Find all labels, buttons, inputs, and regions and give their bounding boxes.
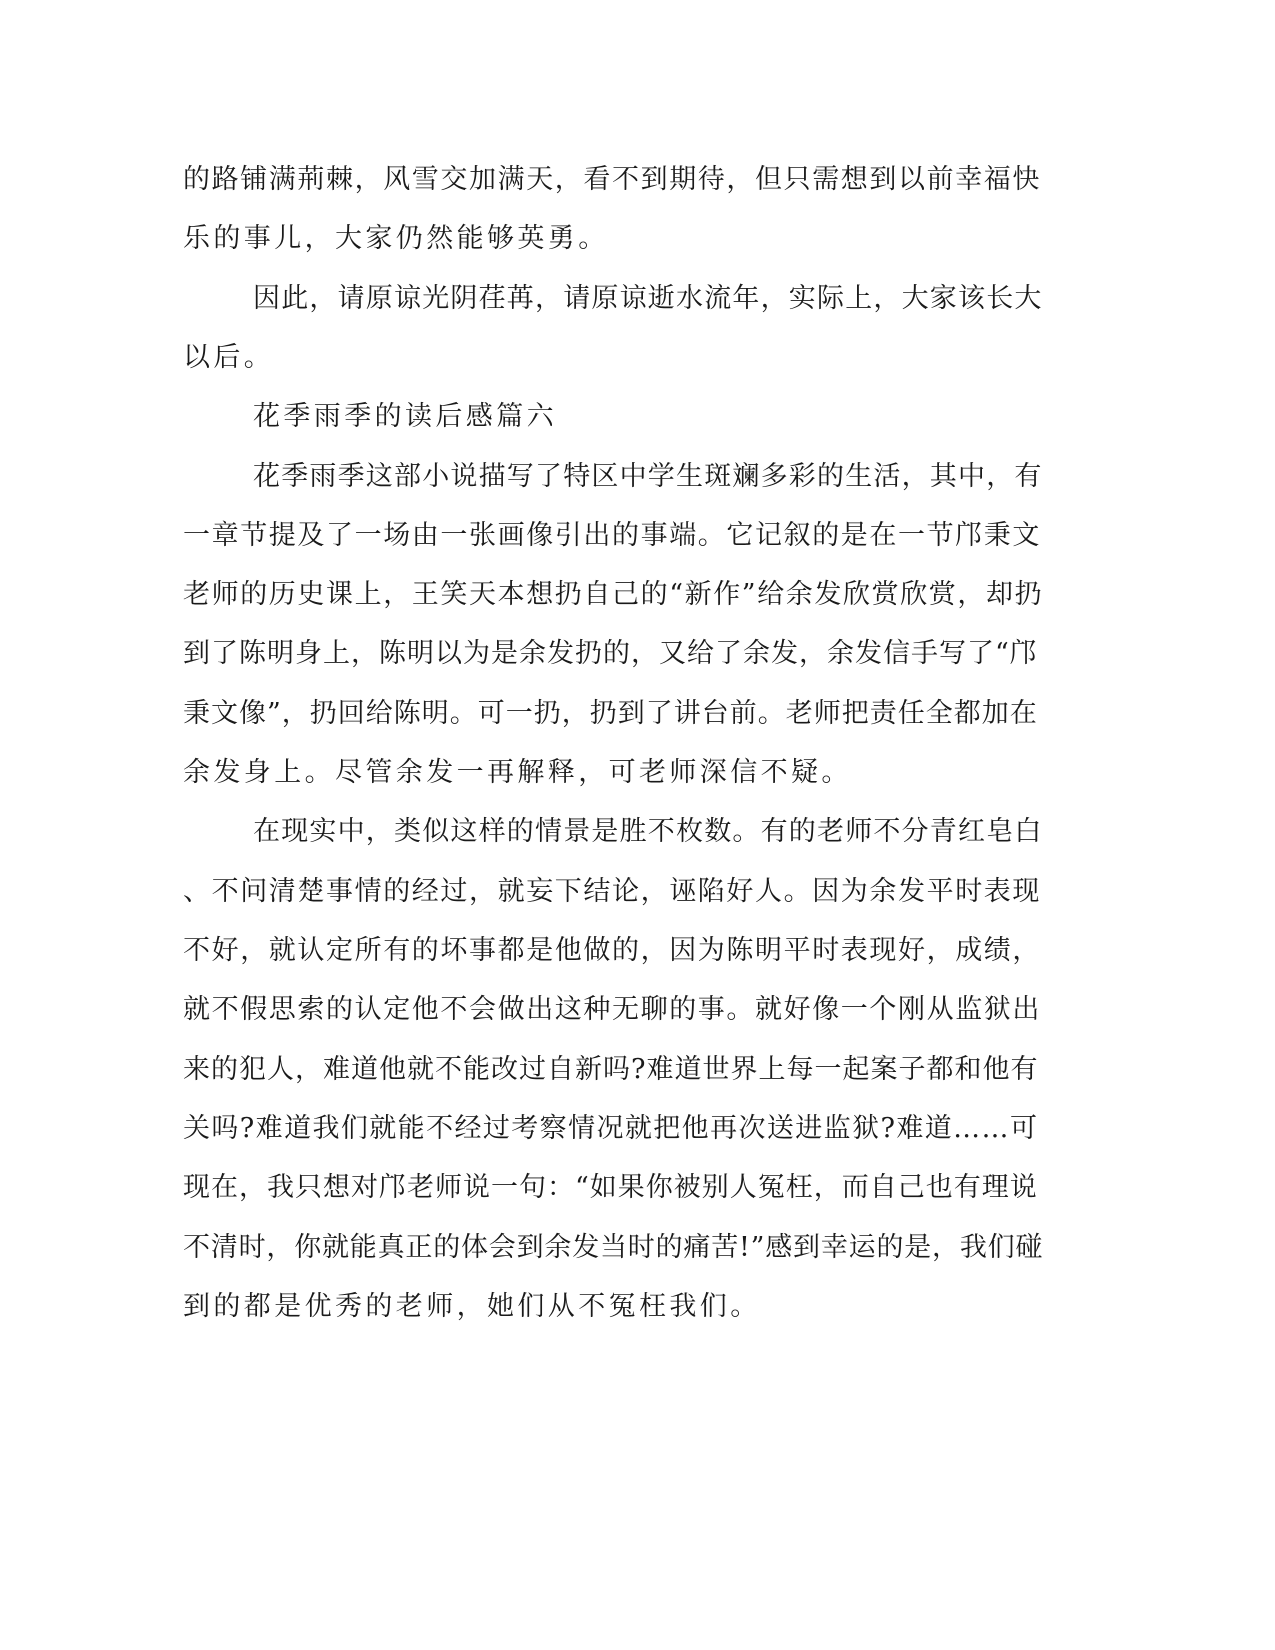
paragraph-first-line: 花季雨季这部小说描写了特区中学生斑斓多彩的生活，其中，有 <box>253 461 1043 492</box>
text-line: 老师的历史课上，王笑天本想扔自己的“新作”给余发欣赏欣赏，却扔 <box>183 579 1044 610</box>
text-line: 现在，我只想对邝老师说一句：“如果你被别人冤枉，而自己也有理说 <box>183 1172 1038 1203</box>
text-line: 就不假思索的认定他不会做出这种无聊的事。就好像一个刚从监狱出 <box>183 994 1041 1025</box>
paragraph-first-line: 因此，请原谅光阴荏苒，请原谅逝水流年，实际上，大家该长大 <box>253 283 1043 314</box>
text-line: 秉文像”，扔回给陈明。可一扔，扔到了讲台前。老师把责任全都加在 <box>183 698 1038 729</box>
text-line: 不清时，你就能真正的体会到余发当时的痛苦!”感到幸运的是，我们碰 <box>183 1232 1044 1263</box>
text-line: 一章节提及了一场由一张画像引出的事端。它记叙的是在一节邝秉文 <box>183 520 1041 551</box>
text-line: 余发身上。尽管余发一再解释，可老师深信不疑。 <box>183 757 852 788</box>
text-line: 到的都是优秀的老师，她们从不冤枉我们。 <box>183 1291 761 1322</box>
text-line: 乐的事儿，大家仍然能够英勇。 <box>183 223 609 254</box>
section-heading: 花季雨季的读后感篇六 <box>253 401 557 432</box>
text-line: 来的犯人，难道他就不能改过自新吗?难道世界上每一起案子都和他有 <box>183 1054 1039 1085</box>
text-line: 的路铺满荊棘，风雪交加满天，看不到期待，但只需想到以前幸福快 <box>183 164 1041 195</box>
text-line: 不好，就认定所有的坏事都是他做的，因为陈明平时表现好，成绩， <box>183 935 1041 966</box>
text-line: 、不问清楚事情的经过，就妄下结论，诬陷好人。因为余发平时表现 <box>183 876 1041 907</box>
paragraph-first-line: 在现实中，类似这样的情景是胜不枚数。有的老师不分青红皂白 <box>253 816 1043 847</box>
text-line: 到了陈明身上，陈明以为是余发扔的，又给了余发，余发信手写了“邝 <box>183 638 1038 669</box>
text-line: 关吗?难道我们就能不经过考察情况就把他再次送进监狱?难道……可 <box>183 1113 1039 1144</box>
text-line: 以后。 <box>183 342 275 373</box>
